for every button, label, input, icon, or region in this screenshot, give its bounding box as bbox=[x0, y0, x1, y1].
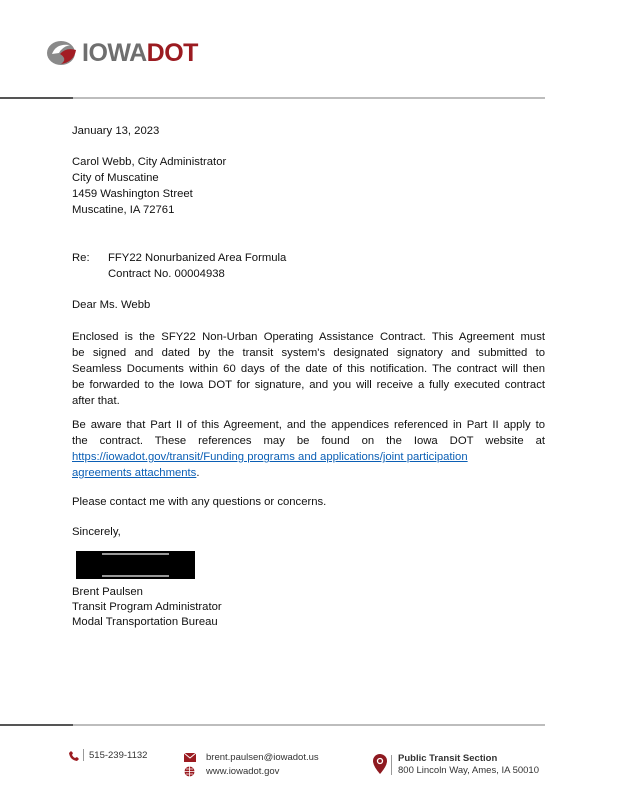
recipient-line: City of Muscatine bbox=[72, 172, 159, 184]
footer-address: 800 Lincoln Way, Ames, IA 50010 bbox=[398, 765, 540, 776]
text-line: the contract. These references may be found on the Iowa DOT website at bbox=[72, 435, 545, 447]
signer-title: Transit Program Administrator bbox=[72, 601, 222, 613]
paragraph-contract bbox=[72, 329, 545, 409]
re-subject: FFY22 Nonurbanized Area Formula bbox=[108, 252, 287, 264]
logo-swoosh-icon bbox=[46, 38, 78, 68]
logo-text-iowa: IOWA bbox=[82, 38, 147, 67]
iowa-dot-logo bbox=[46, 38, 198, 68]
footer-website[interactable]: www.iowadot.gov bbox=[206, 766, 280, 777]
footer-separator bbox=[83, 749, 84, 761]
text-line: be forwarded to the Iowa DOT for signature, and you will receive a fully executed contract bbox=[72, 379, 545, 391]
footer-divider bbox=[0, 724, 545, 726]
redacted-signature bbox=[76, 551, 195, 579]
paragraph-appendices bbox=[72, 417, 545, 481]
text-line: be signed and dated by the transit system's designated signatory and submitted to bbox=[72, 347, 545, 359]
text-line: Seamless Documents within 60 days of the date of this notification. The contract will then bbox=[72, 363, 545, 375]
text-line: after that. bbox=[72, 395, 120, 407]
footer-section: Public Transit Section bbox=[398, 753, 498, 764]
footer-separator bbox=[391, 755, 392, 775]
closing: Sincerely, bbox=[72, 526, 121, 538]
recipient-line: 1459 Washington Street bbox=[72, 188, 193, 200]
salutation: Dear Ms. Webb bbox=[72, 299, 151, 311]
text-line: Be aware that Part II of this Agreement, and the appendices referenced in Part II apply to bbox=[72, 419, 545, 431]
re-label: Re: bbox=[72, 252, 90, 264]
letter-date: January 13, 2023 bbox=[72, 125, 160, 137]
footer-email[interactable]: brent.paulsen@iowadot.us bbox=[206, 752, 319, 763]
recipient-line: Muscatine, IA 72761 bbox=[72, 204, 175, 216]
signer-bureau: Modal Transportation Bureau bbox=[72, 616, 218, 628]
re-contract-number: Contract No. 00004938 bbox=[108, 268, 225, 280]
footer-phone: 515-239-1132 bbox=[89, 750, 148, 761]
location-pin-icon bbox=[373, 754, 387, 774]
signer-name: Brent Paulsen bbox=[72, 586, 143, 598]
logo-text-dot: DOT bbox=[146, 38, 198, 67]
header-divider bbox=[0, 97, 545, 99]
funding-link-cont[interactable]: agreements attachments bbox=[72, 467, 197, 479]
text-line: Enclosed is the SFY22 Non-Urban Operating Assistance Contract. This Agreement must bbox=[72, 331, 545, 343]
period: . bbox=[196, 467, 200, 479]
globe-icon bbox=[184, 766, 195, 777]
email-icon bbox=[184, 753, 196, 762]
contact-sentence: Please contact me with any questions or concerns. bbox=[72, 496, 327, 508]
funding-link[interactable]: https://iowadot.gov/transit/Funding programs and applications/joint participation bbox=[72, 451, 468, 463]
recipient-line: Carol Webb, City Administrator bbox=[72, 156, 227, 168]
phone-icon bbox=[69, 751, 79, 761]
